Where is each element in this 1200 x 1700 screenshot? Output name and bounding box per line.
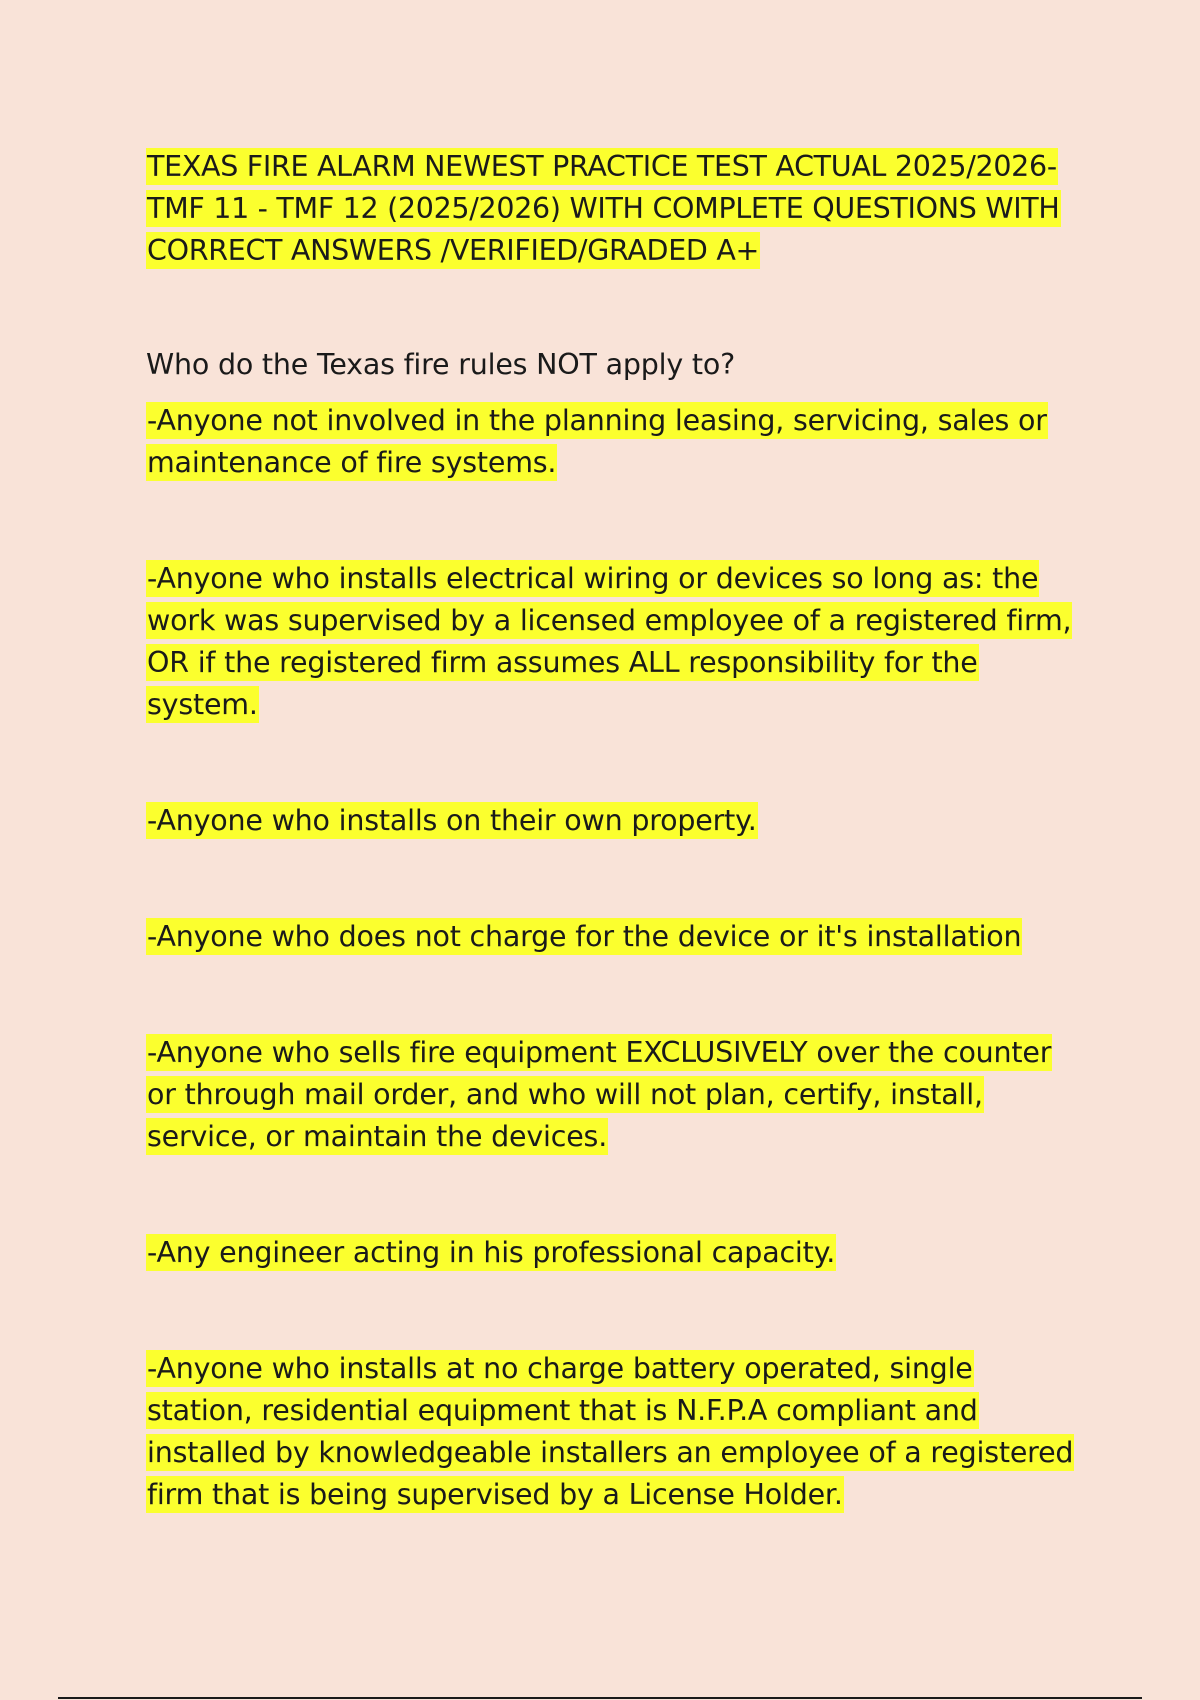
footer-divider — [58, 1697, 1142, 1699]
document-title — [146, 146, 1076, 272]
answer-item — [146, 800, 1076, 842]
answer-text: -Anyone not involved in the planning leasing, servicing, sales or maintenance of fire systems. — [147, 404, 1047, 479]
document-title-text: TEXAS FIRE ALARM NEWEST PRACTICE TEST ACTUAL 2025/2026- TMF 11 - TMF 12 (2025/2026) WITH COMPLETE QUESTIONS WITH CORRECT ANSWERS /VERIFIED/GRADED A+ — [147, 150, 1060, 267]
answer-text: -Anyone who installs on their own property. — [147, 804, 757, 837]
answer-text: -Anyone who installs at no charge battery operated, single station, residential equipment that is N.F.P.A compliant and installed by knowledgeable installers an employee of a registered firm that is being supervised by a License Holder. — [147, 1352, 1074, 1511]
document-page — [146, 146, 1076, 1516]
answer-text: -Anyone who sells fire equipment EXCLUSIVELY over the counter or through mail order, and who will not plan, certify, install, service, or maintain the devices. — [147, 1036, 1052, 1153]
answer-item — [146, 1232, 1076, 1274]
answer-text: -Anyone who does not charge for the device or it's installation — [147, 920, 1022, 953]
answer-item — [146, 916, 1076, 958]
answer-list — [146, 400, 1076, 1516]
answer-item — [146, 1348, 1076, 1516]
answer-item — [146, 558, 1076, 726]
question-text: Who do the Texas fire rules NOT apply to? — [146, 348, 736, 381]
answer-text: -Anyone who installs electrical wiring or devices so long as: the work was supervised by a licensed employee of a registered firm, OR if the registered firm assumes ALL responsibility for the system. — [147, 562, 1072, 721]
answer-text: -Any engineer acting in his professional capacity. — [147, 1236, 836, 1269]
answer-item — [146, 1032, 1076, 1158]
answer-item — [146, 400, 1076, 484]
